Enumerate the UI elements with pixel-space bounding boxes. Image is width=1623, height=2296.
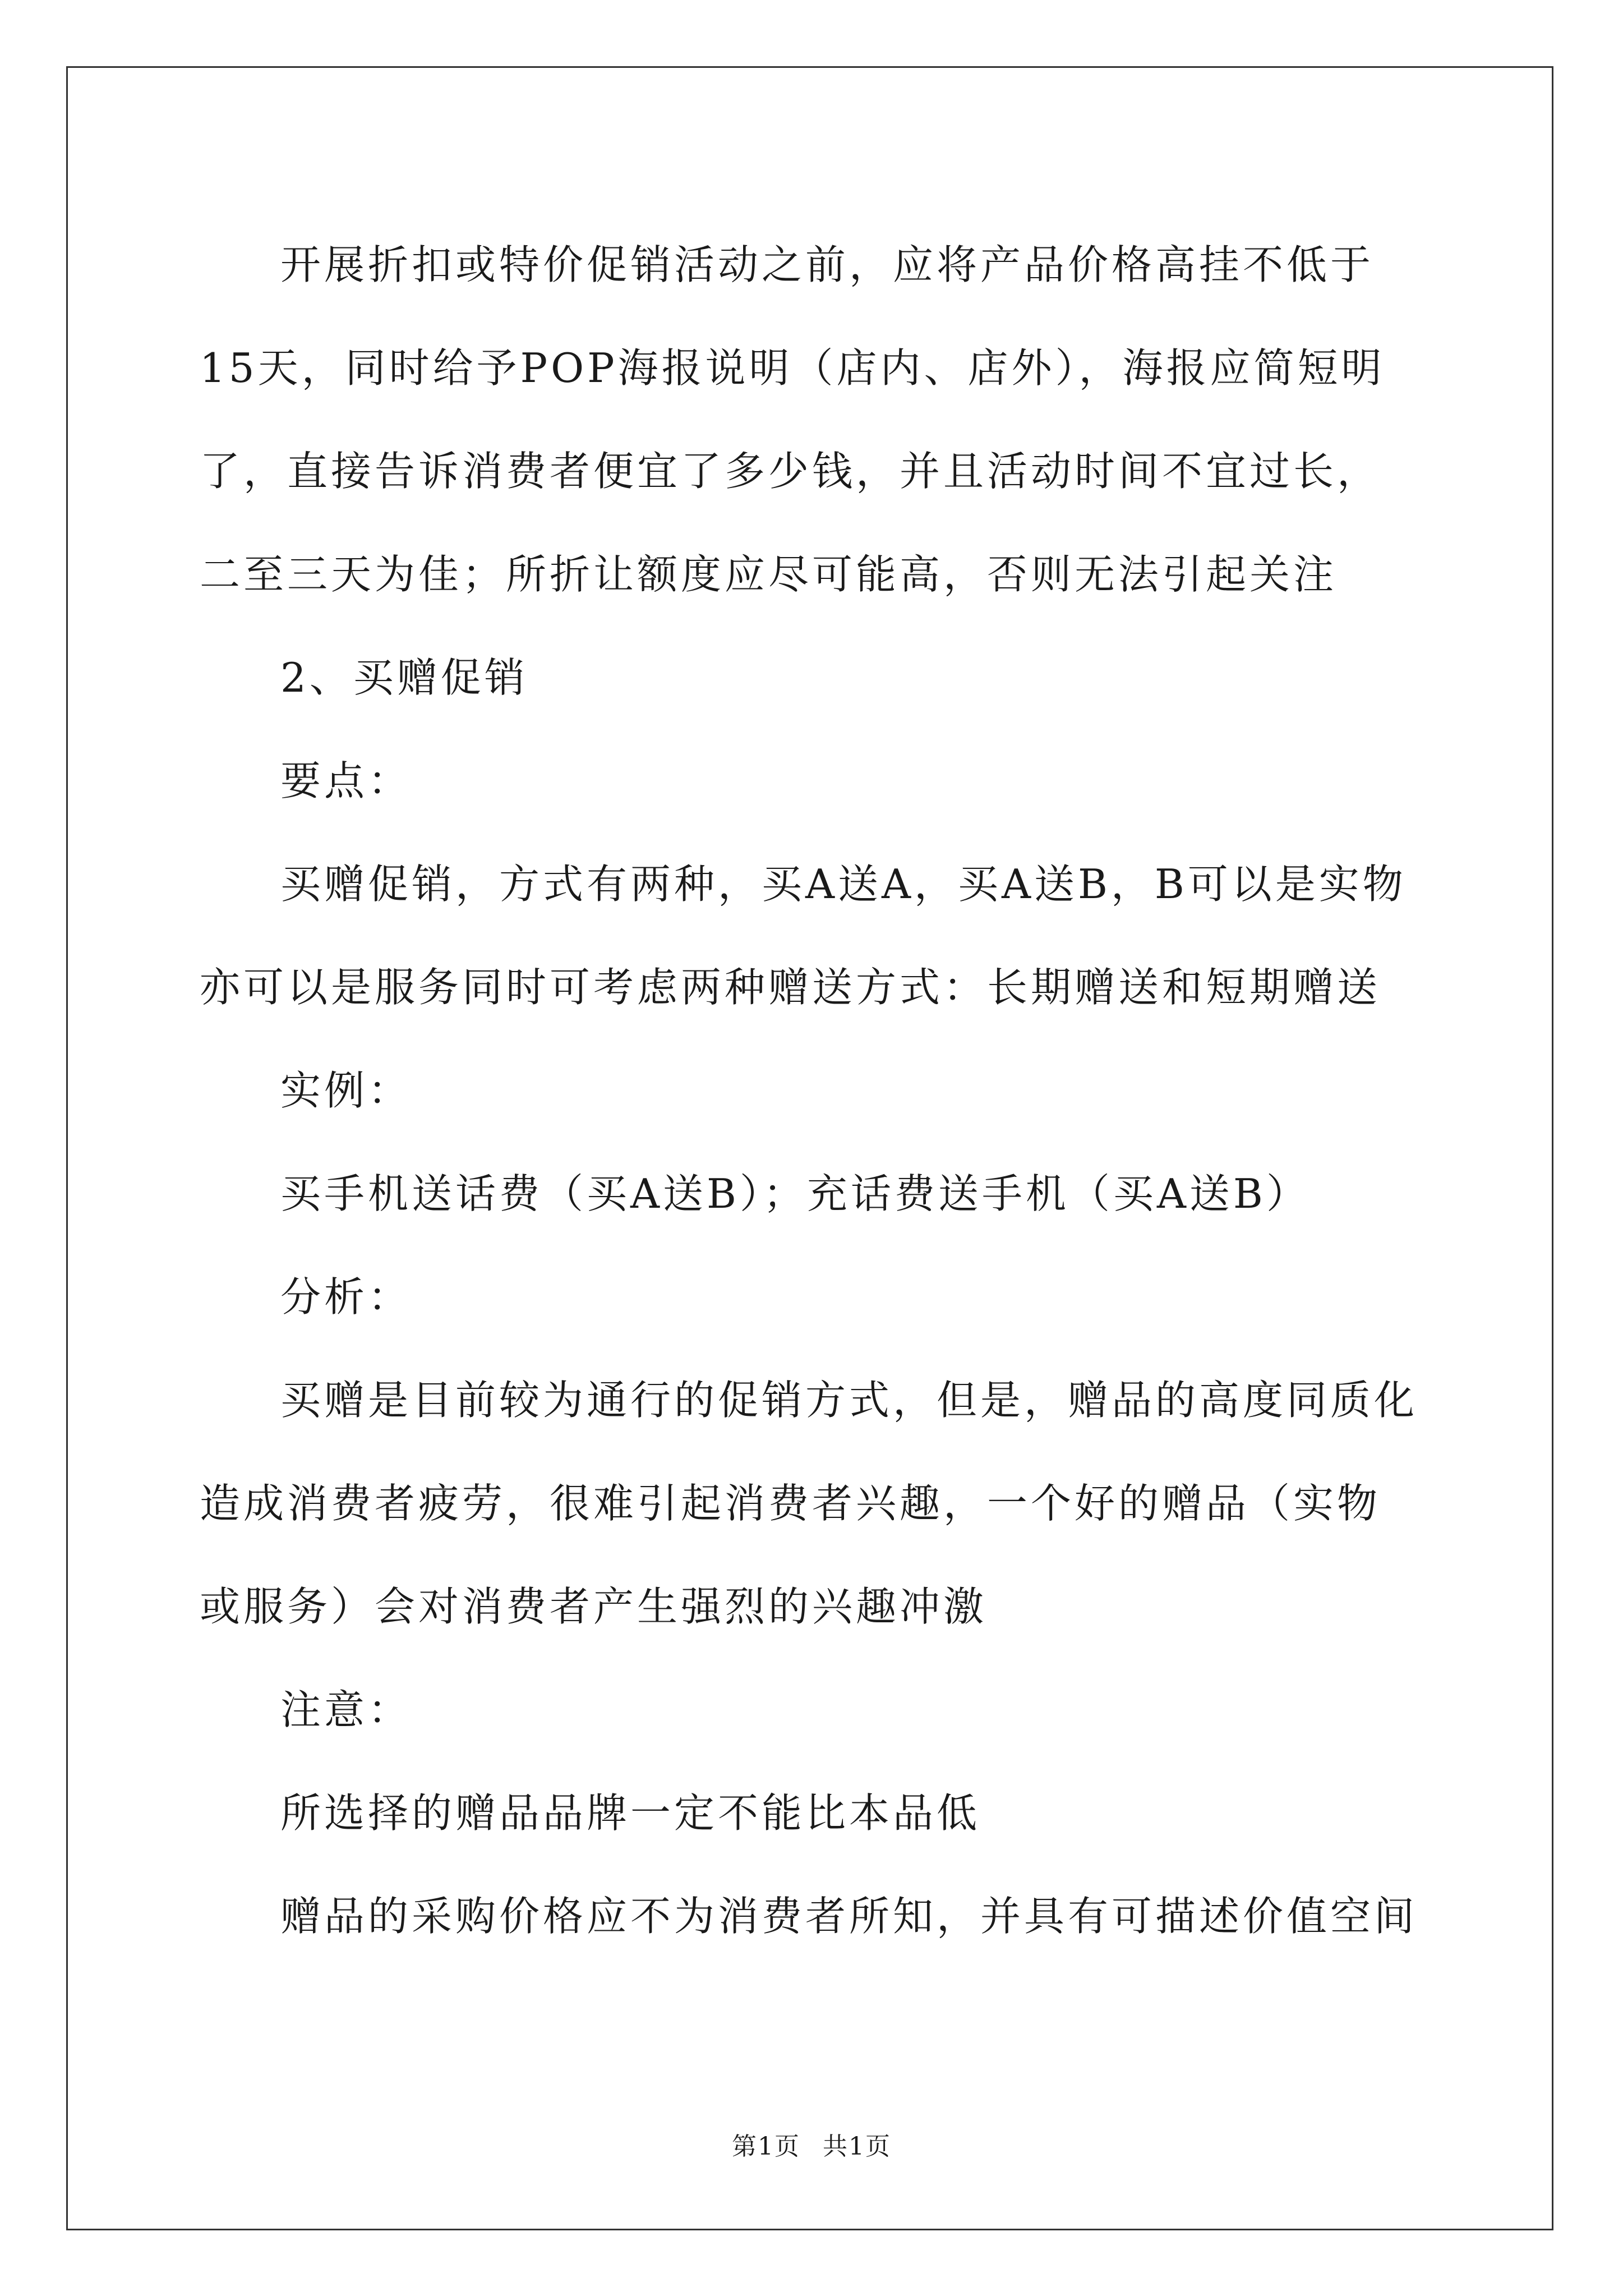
paragraph-buy-gift-methods: 买赠促销，方式有两种，买A送A，买A送B，B可以是实物亦可以是服务同时可考虑两种赠送方式：长期赠送和短期赠送	[200, 861, 1407, 1011]
document-body	[200, 213, 1422, 1968]
paragraph-example: 买手机送话费（买A送B）；充话费送手机（买A送B）	[280, 1170, 1310, 1217]
page-footer	[0, 2126, 1623, 2162]
paragraph-discount-intro: 开展折扣或特价促销活动之前，应将产品价格高挂不低于15天，同时给予POP海报说明（店内、店外），海报应简短明了，直接告诉消费者便宜了多少钱，并且活动时间不宜过长，二至三天为佳；所折让额度应尽可能高，否则无法引起关注	[200, 241, 1385, 598]
paragraph-note-price: 赠品的采购价格应不为消费者所知，并具有可描述价值空间	[280, 1893, 1418, 1940]
paragraph-note-brand: 所选择的赠品品牌一定不能比本品低	[280, 1789, 981, 1837]
section-heading-buy-gift: 2、买赠促销	[280, 654, 528, 701]
paragraph-analysis: 买赠是目前较为通行的促销方式，但是，赠品的高度同质化造成消费者疲劳，很难引起消费者兴趣，一个好的赠品（实物或服务）会对消费者产生强烈的兴趣冲激	[200, 1377, 1418, 1630]
page-number: 第1页	[732, 2132, 800, 2161]
page-total: 共1页	[823, 2132, 891, 2161]
label-example: 实例：	[280, 1067, 412, 1114]
label-key-points: 要点：	[280, 757, 412, 804]
label-analysis: 分析：	[280, 1273, 412, 1320]
label-notes: 注意：	[280, 1686, 412, 1733]
